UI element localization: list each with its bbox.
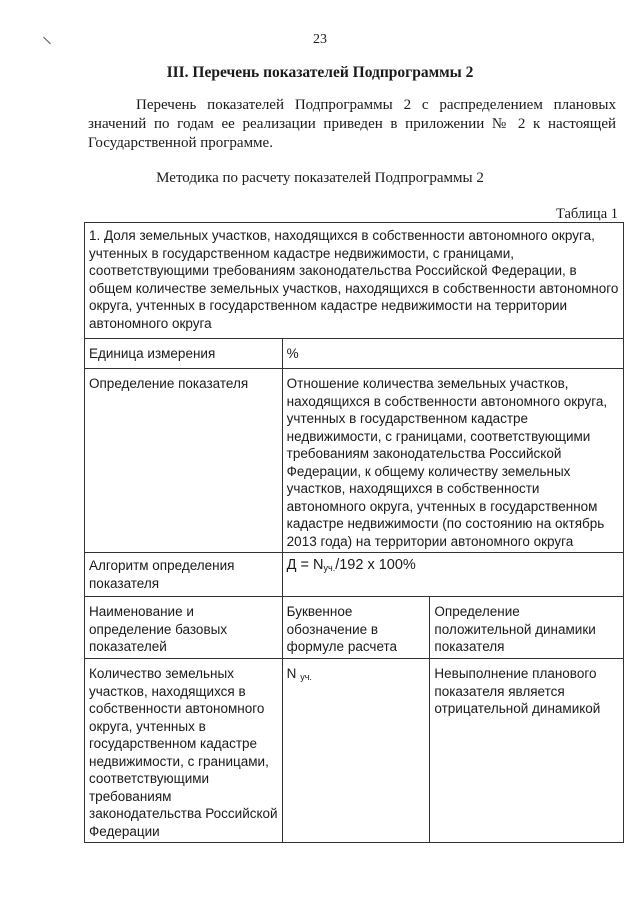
definition-label-cell: Определение показателя — [85, 369, 283, 553]
table-row — [85, 659, 624, 843]
page-number: 23 — [313, 32, 327, 47]
table-caption: Таблица 1 — [555, 206, 618, 222]
table-row — [85, 369, 624, 553]
table-row — [85, 223, 624, 339]
section-title: III. Перечень показателей Подпрограммы 2 — [166, 64, 474, 81]
count-symbol-subscript: уч. — [300, 672, 312, 682]
table-row — [85, 597, 624, 659]
formula-suffix: /192 х 100% — [335, 557, 416, 573]
indicator-title-cell: 1. Доля земельных участков, находящихся в собственности автономного округа, учтенных в государственном кадастре недвижимости, с границами, соответствующими требованиям законодательства Российской Федерации, в общем количестве земельных участков, находящихся в собственности автономного округа, учтенных в государственном кадастре недвижимости на территории автономного округа — [85, 223, 624, 339]
base-header-name-cell: Наименование и определение базовых показателей — [85, 597, 283, 659]
unit-label-cell: Единица измерения — [85, 339, 283, 369]
definition-value-cell: Отношение количества земельных участков, находящихся в собственности автономного округа, учтенных в государственном кадастре недвижимости, с границами, соответствующими требованиям законодательства Российской Федерации, к общему количеству земельных участков, находящихся в собственности автономного округа, учтенных в государственном кадастре недвижимости (по состоянию на октябрь 2013 года) на территории автономного округа — [282, 369, 623, 553]
intro-paragraph: Перечень показателей Подпрограммы 2 с распределением плановых значений по годам ее реализации приведен в приложении № 2 к настоящей Государственной программе. — [88, 97, 616, 151]
table-row — [85, 553, 624, 597]
indicators-table — [84, 222, 624, 843]
table-row — [85, 339, 624, 369]
unit-value-cell: % — [282, 339, 623, 369]
base-header-dynamics-cell: Определение положительной динамики показателя — [430, 597, 624, 659]
count-name-cell: Количество земельных участков, находящихся в собственности автономного округа, учтенных в государственном кадастре недвижимости, с границами, соответствующими требованиям законодательства Российской Федерации — [85, 659, 283, 843]
formula-prefix: Д = N — [286, 557, 324, 573]
formula-subscript: уч. — [323, 563, 336, 573]
base-header-symbol-cell: Буквенное обозначение в формуле расчета — [282, 597, 430, 659]
count-symbol: N — [286, 666, 297, 681]
algorithm-formula-cell — [282, 553, 623, 597]
algorithm-label-cell: Алгоритм определения показателя — [85, 553, 283, 597]
methodology-title: Методика по расчету показателей Подпрограммы 2 — [156, 170, 484, 186]
count-symbol-cell — [282, 659, 430, 843]
count-dynamics-cell: Невыполнение планового показателя является отрицательной динамикой — [430, 659, 624, 843]
